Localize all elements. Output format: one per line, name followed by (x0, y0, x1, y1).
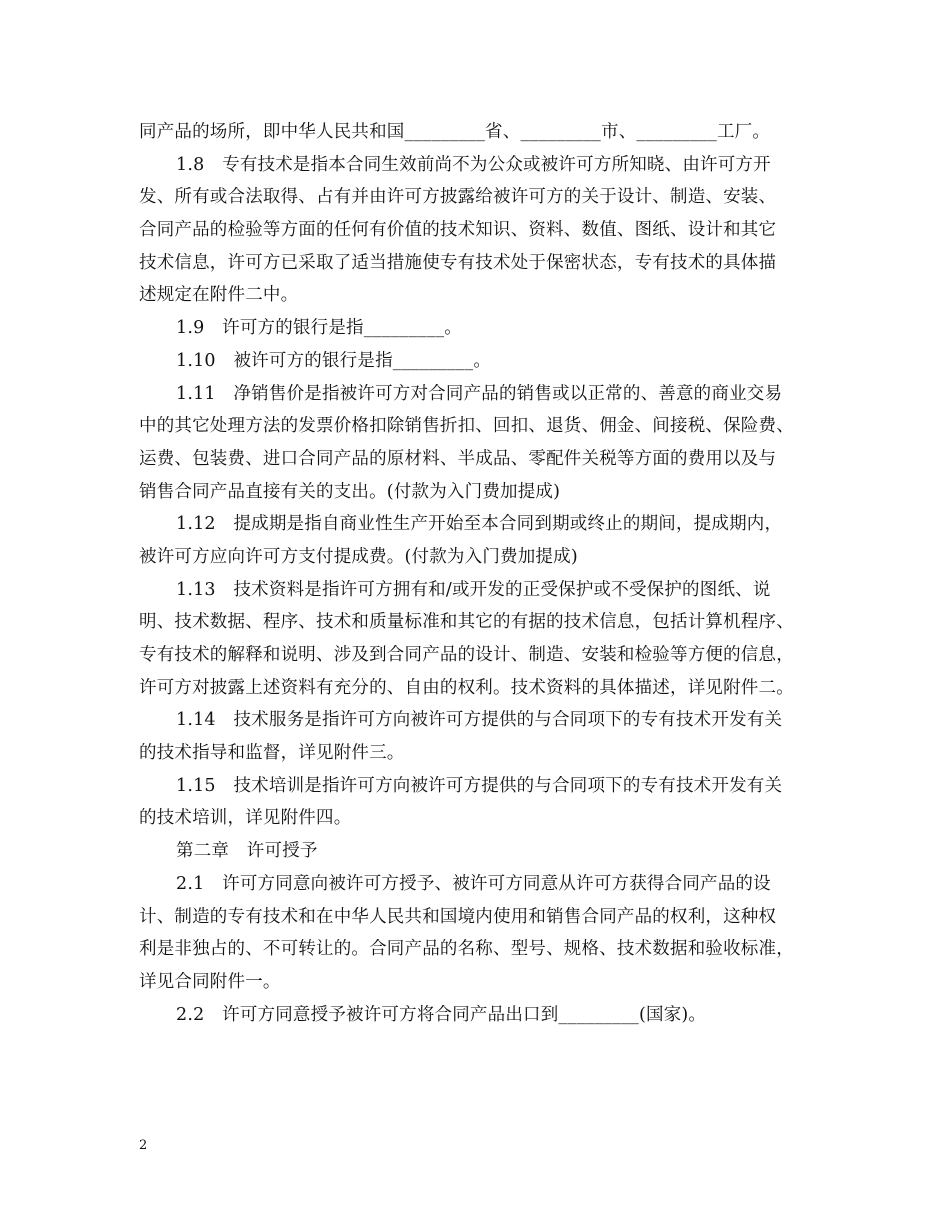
text-line: 明、技术数据、程序、技术和质量标准和其它的有据的技术信息，包括计算机程序、 (139, 612, 794, 633)
text-line: 运费、包装费、进口合同产品的原材料、半成品、零配件关税等方面的费用以及与 (139, 448, 777, 469)
text-line: 1.11 净销售价是指被许可方对合同产品的销售或以正常的、善意的商业交易 (176, 383, 783, 404)
text-line: 1.10 被许可方的银行是指_________。 (176, 350, 492, 371)
text-line: 详见合同附件一。 (139, 971, 281, 992)
text-line: 1.14 技术服务是指许可方向被许可方提供的与合同项下的专有技术开发有关 (176, 710, 783, 731)
text-line: 计、制造的专有技术和在中华人民共和国境内使用和销售合同产品的权利，这种权 (139, 906, 777, 927)
text-line: 述规定在附件二中。 (139, 285, 299, 306)
text-line: 的技术指导和监督，详见附件三。 (139, 743, 405, 764)
text-line: 利是非独占的、不可转让的。合同产品的名称、型号、规格、技术数据和验收标准， (139, 939, 794, 960)
text-line: 的技术培训，详见附件四。 (139, 808, 352, 829)
text-line: 发、所有或合法取得、占有并由许可方披露给被许可方的关于设计、制造、安装、 (139, 187, 777, 208)
text-line: 专有技术的解释和说明、涉及到合同产品的设计、制造、安装和检验等方便的信息， (139, 645, 794, 665)
text-line: 1.9 许可方的银行是指_________。 (176, 318, 462, 339)
text-line: 2.2 许可方同意授予被许可方将合同产品出口到_________(国家)。 (176, 1004, 707, 1025)
text-line: 技术信息，许可方已采取了适当措施使专有技术处于保密状态，专有技术的具体描 (139, 252, 777, 273)
text-line: 被许可方应向许可方支付提成费。(付款为入门费加提成) (139, 546, 578, 567)
text-line: 1.13 技术资料是指许可方拥有和/或开发的正受保护或不受保护的图纸、说 (176, 579, 771, 600)
text-line: 中的其它处理方法的发票价格扣除销售折扣、回扣、退货、佣金、间接税、保险费、 (139, 416, 794, 437)
text-line: 同产品的场所，即中华人民共和国_________省、_________市、_________工厂。 (139, 122, 771, 142)
text-line: 第二章 许可授予 (176, 841, 318, 862)
text-line: 1.8 专有技术是指本合同生效前尚不为公众或被许可方所知晓、由许可方开 (176, 154, 771, 175)
text-line: 销售合同产品直接有关的支出。(付款为入门费加提成) (139, 481, 561, 502)
text-line: 1.15 技术培训是指许可方向被许可方提供的与合同项下的专有技术开发有关 (176, 775, 783, 796)
text-line: 合同产品的检验等方面的任何有价值的技术知识、资料、数值、图纸、设计和其它 (139, 220, 777, 241)
text-line: 1.12 提成期是指自商业性生产开始至本合同到期或终止的期间，提成期内， (176, 514, 783, 535)
text-line: 许可方对披露上述资料有充分的、自由的权利。技术资料的具体描述，详见附件二。 (139, 677, 794, 698)
text-line: 2.1 许可方同意向被许可方授予、被许可方同意从许可方获得合同产品的设 (176, 873, 771, 894)
page-number: 2 (139, 1138, 148, 1153)
document-body (139, 116, 814, 1031)
